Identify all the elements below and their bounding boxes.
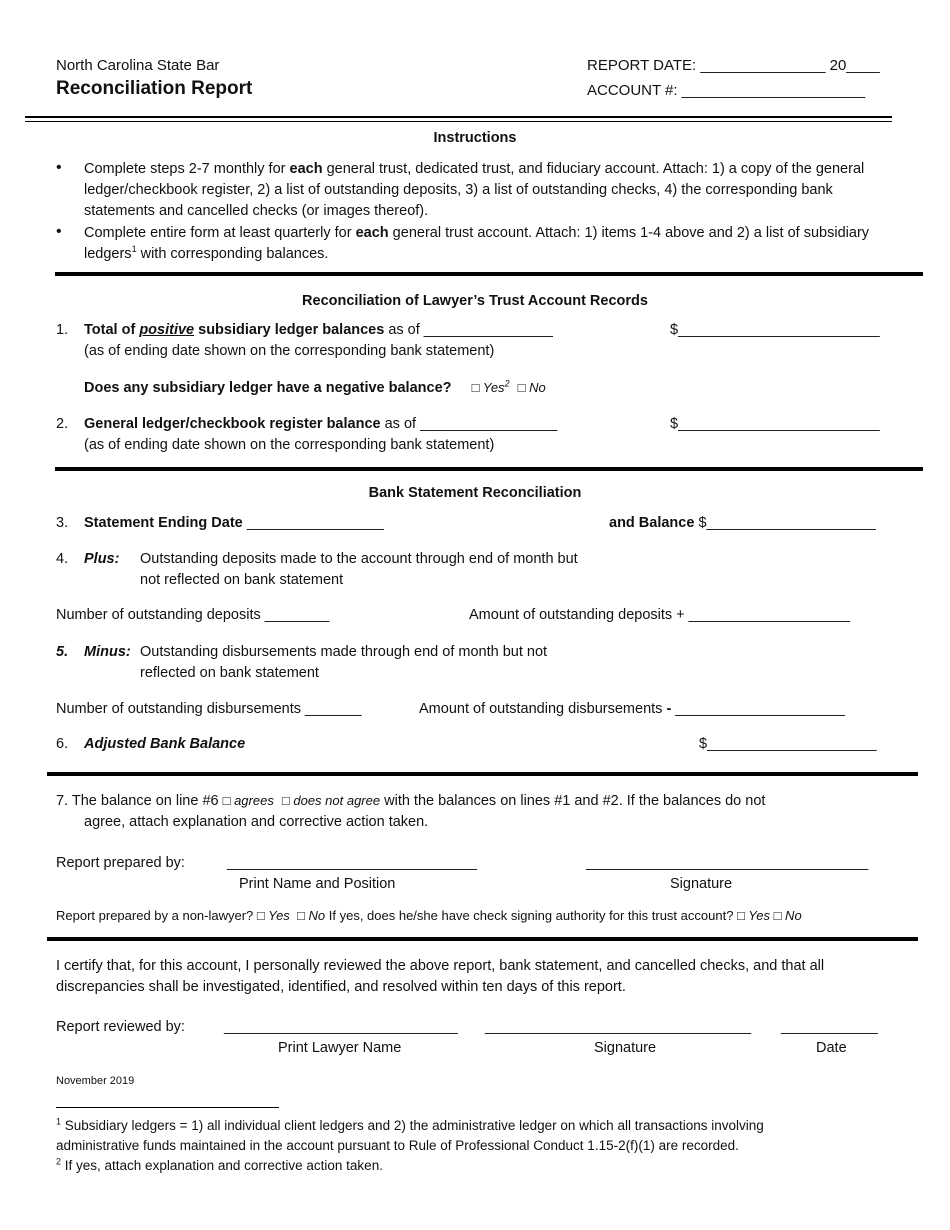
item-number: 5.	[56, 644, 69, 660]
non-lawyer-question: Report prepared by a non-lawyer? □ Yes □ No If yes, does he/she have check signing authority for this trust account? □ Yes □ No	[56, 908, 802, 923]
outstanding-disbursements-desc-2: reflected on bank statement	[140, 665, 319, 681]
instructions-heading: Instructions	[433, 130, 517, 146]
adjusted-bank-balance-label: Adjusted Bank Balance	[84, 736, 246, 752]
print-lawyer-name-caption: Print Lawyer Name	[278, 1040, 402, 1056]
item-number: 2.	[56, 416, 69, 432]
outstanding-disbursements-desc: Outstanding disbursements made through end of month but not	[140, 644, 548, 660]
certification-statement: I certify that, for this account, I personally reviewed the above report, bank statement, and cancelled checks, and that all discrepancies shall be investigated, identified, and resolved within ten days of this report.	[56, 958, 825, 995]
header-divider-top	[25, 116, 892, 118]
subsidiary-ledger-total-label: Total of positive subsidiary ledger balances as of ________________	[84, 322, 553, 338]
adjusted-bank-balance-amount[interactable]: $_____________________	[699, 736, 877, 752]
print-name-position-caption: Print Name and Position	[239, 876, 396, 892]
instruction-quarterly: Complete entire form at least quarterly for each general trust account. Attach: 1) items 1-4 above and 2) a list of subsidiary ledgers$^1$ with corresponding balances.	[84, 225, 870, 262]
general-ledger-balance-amount[interactable]: $_________________________	[670, 416, 880, 432]
bullet-icon: •	[56, 159, 62, 176]
signing-authority-no-checkbox[interactable]: □ No	[773, 908, 802, 923]
signature-caption: Signature	[670, 876, 733, 892]
reconciliation-heading: Reconciliation of Lawyer’s Trust Account Records	[302, 293, 648, 309]
item-number: 6.	[56, 736, 69, 752]
lawyer-signature-field[interactable]: _________________________________	[485, 1019, 752, 1035]
section-divider	[55, 272, 923, 276]
outstanding-deposits-desc: Outstanding deposits made to the account through end of month but	[140, 551, 578, 567]
item-number: 1.	[56, 322, 69, 338]
bank-reconciliation-heading: Bank Statement Reconciliation	[368, 485, 582, 501]
prepared-by-label: Report prepared by:	[56, 855, 185, 871]
review-date-field[interactable]: ____________	[781, 1019, 878, 1035]
negative-yes-checkbox[interactable]: □ Yes$^2$	[471, 378, 510, 395]
outstanding-deposits-desc-2: not reflected on bank statement	[140, 572, 344, 588]
number-outstanding-disbursements[interactable]: Number of outstanding disbursements _______	[56, 701, 362, 717]
reviewed-by-label: Report reviewed by:	[56, 1019, 185, 1035]
account-number-field[interactable]: ACCOUNT #: ______________________	[587, 82, 866, 99]
footnote-separator	[56, 1107, 279, 1108]
subsidiary-ledger-total-amount[interactable]: $_________________________	[670, 322, 880, 338]
negative-balance-question: Does any subsidiary ledger have a negative balance? □ Yes$^2$ □ No	[84, 378, 546, 396]
date-caption: Date	[816, 1040, 847, 1056]
item-number: 3.	[56, 515, 69, 531]
plus-label: Plus:	[84, 551, 120, 567]
minus-label: Minus:	[84, 644, 131, 660]
general-ledger-balance-label: General ledger/checkbook register balance as of _________________	[84, 416, 558, 432]
section-divider	[47, 772, 918, 776]
statement-ending-date[interactable]: Statement Ending Date _________________	[84, 515, 384, 531]
agrees-checkbox[interactable]: □ agrees	[222, 793, 274, 808]
header-divider-bottom	[25, 121, 892, 122]
item-number: 4.	[56, 551, 69, 567]
non-lawyer-yes-checkbox[interactable]: □ Yes	[256, 908, 290, 923]
non-lawyer-no-checkbox[interactable]: □ No	[297, 908, 326, 923]
section-divider	[47, 937, 918, 941]
section-divider	[55, 467, 923, 471]
footnote-1: $^1$ Subsidiary ledgers = 1) all individual client ledgers and 2) the administrative ledger on which all transactions involving administrative funds maintained in the account pursuant to Rule of Professional Conduct 1.15-2(f)(1) are recorded.	[56, 1116, 764, 1153]
footnote-2: $^2$ If yes, attach explanation and corrective action taken.	[56, 1156, 383, 1173]
preparer-signature-field[interactable]: ___________________________________	[586, 855, 869, 871]
item2-note: (as of ending date shown on the corresponding bank statement)	[84, 437, 495, 453]
balance-agreement-statement: 7. The balance on line #6 □ agrees □ does not agree with the balances on lines #1 and #2. If the balances do not	[56, 793, 766, 809]
statement-balance[interactable]: and Balance $_____________________	[609, 515, 876, 531]
bullet-icon: •	[56, 223, 62, 240]
report-date-field[interactable]: REPORT DATE: _______________ 20____	[587, 57, 880, 74]
signing-authority-yes-checkbox[interactable]: □ Yes	[737, 908, 770, 923]
revision-date: November 2019	[56, 1075, 135, 1087]
does-not-agree-checkbox[interactable]: □ does not agree	[281, 793, 381, 808]
organization-name: North Carolina State Bar	[56, 57, 220, 74]
lawyer-name-field[interactable]: _____________________________	[224, 1019, 458, 1035]
negative-no-checkbox[interactable]: □ No	[517, 380, 546, 395]
preparer-name-field[interactable]: _______________________________	[227, 855, 477, 871]
instruction-monthly: Complete steps 2-7 monthly for each general trust, dedicated trust, and fiduciary account. Attach: 1) a copy of the general ledger/checkbook register, 2) a list of outstanding deposits, 3) a list of outstanding checks, 4) the corresponding bank statements and cancelled checks (or images thereof).	[84, 161, 865, 219]
balance-agreement-statement-2: agree, attach explanation and corrective action taken.	[84, 814, 429, 830]
amount-outstanding-disbursements[interactable]: Amount of outstanding disbursements - _____________________	[419, 701, 845, 717]
page-title: Reconciliation Report	[56, 78, 253, 99]
number-outstanding-deposits[interactable]: Number of outstanding deposits ________	[56, 607, 330, 623]
amount-outstanding-deposits[interactable]: Amount of outstanding deposits + ____________________	[469, 607, 850, 623]
signature-caption: Signature	[594, 1040, 657, 1056]
item1-note: (as of ending date shown on the corresponding bank statement)	[84, 343, 495, 359]
